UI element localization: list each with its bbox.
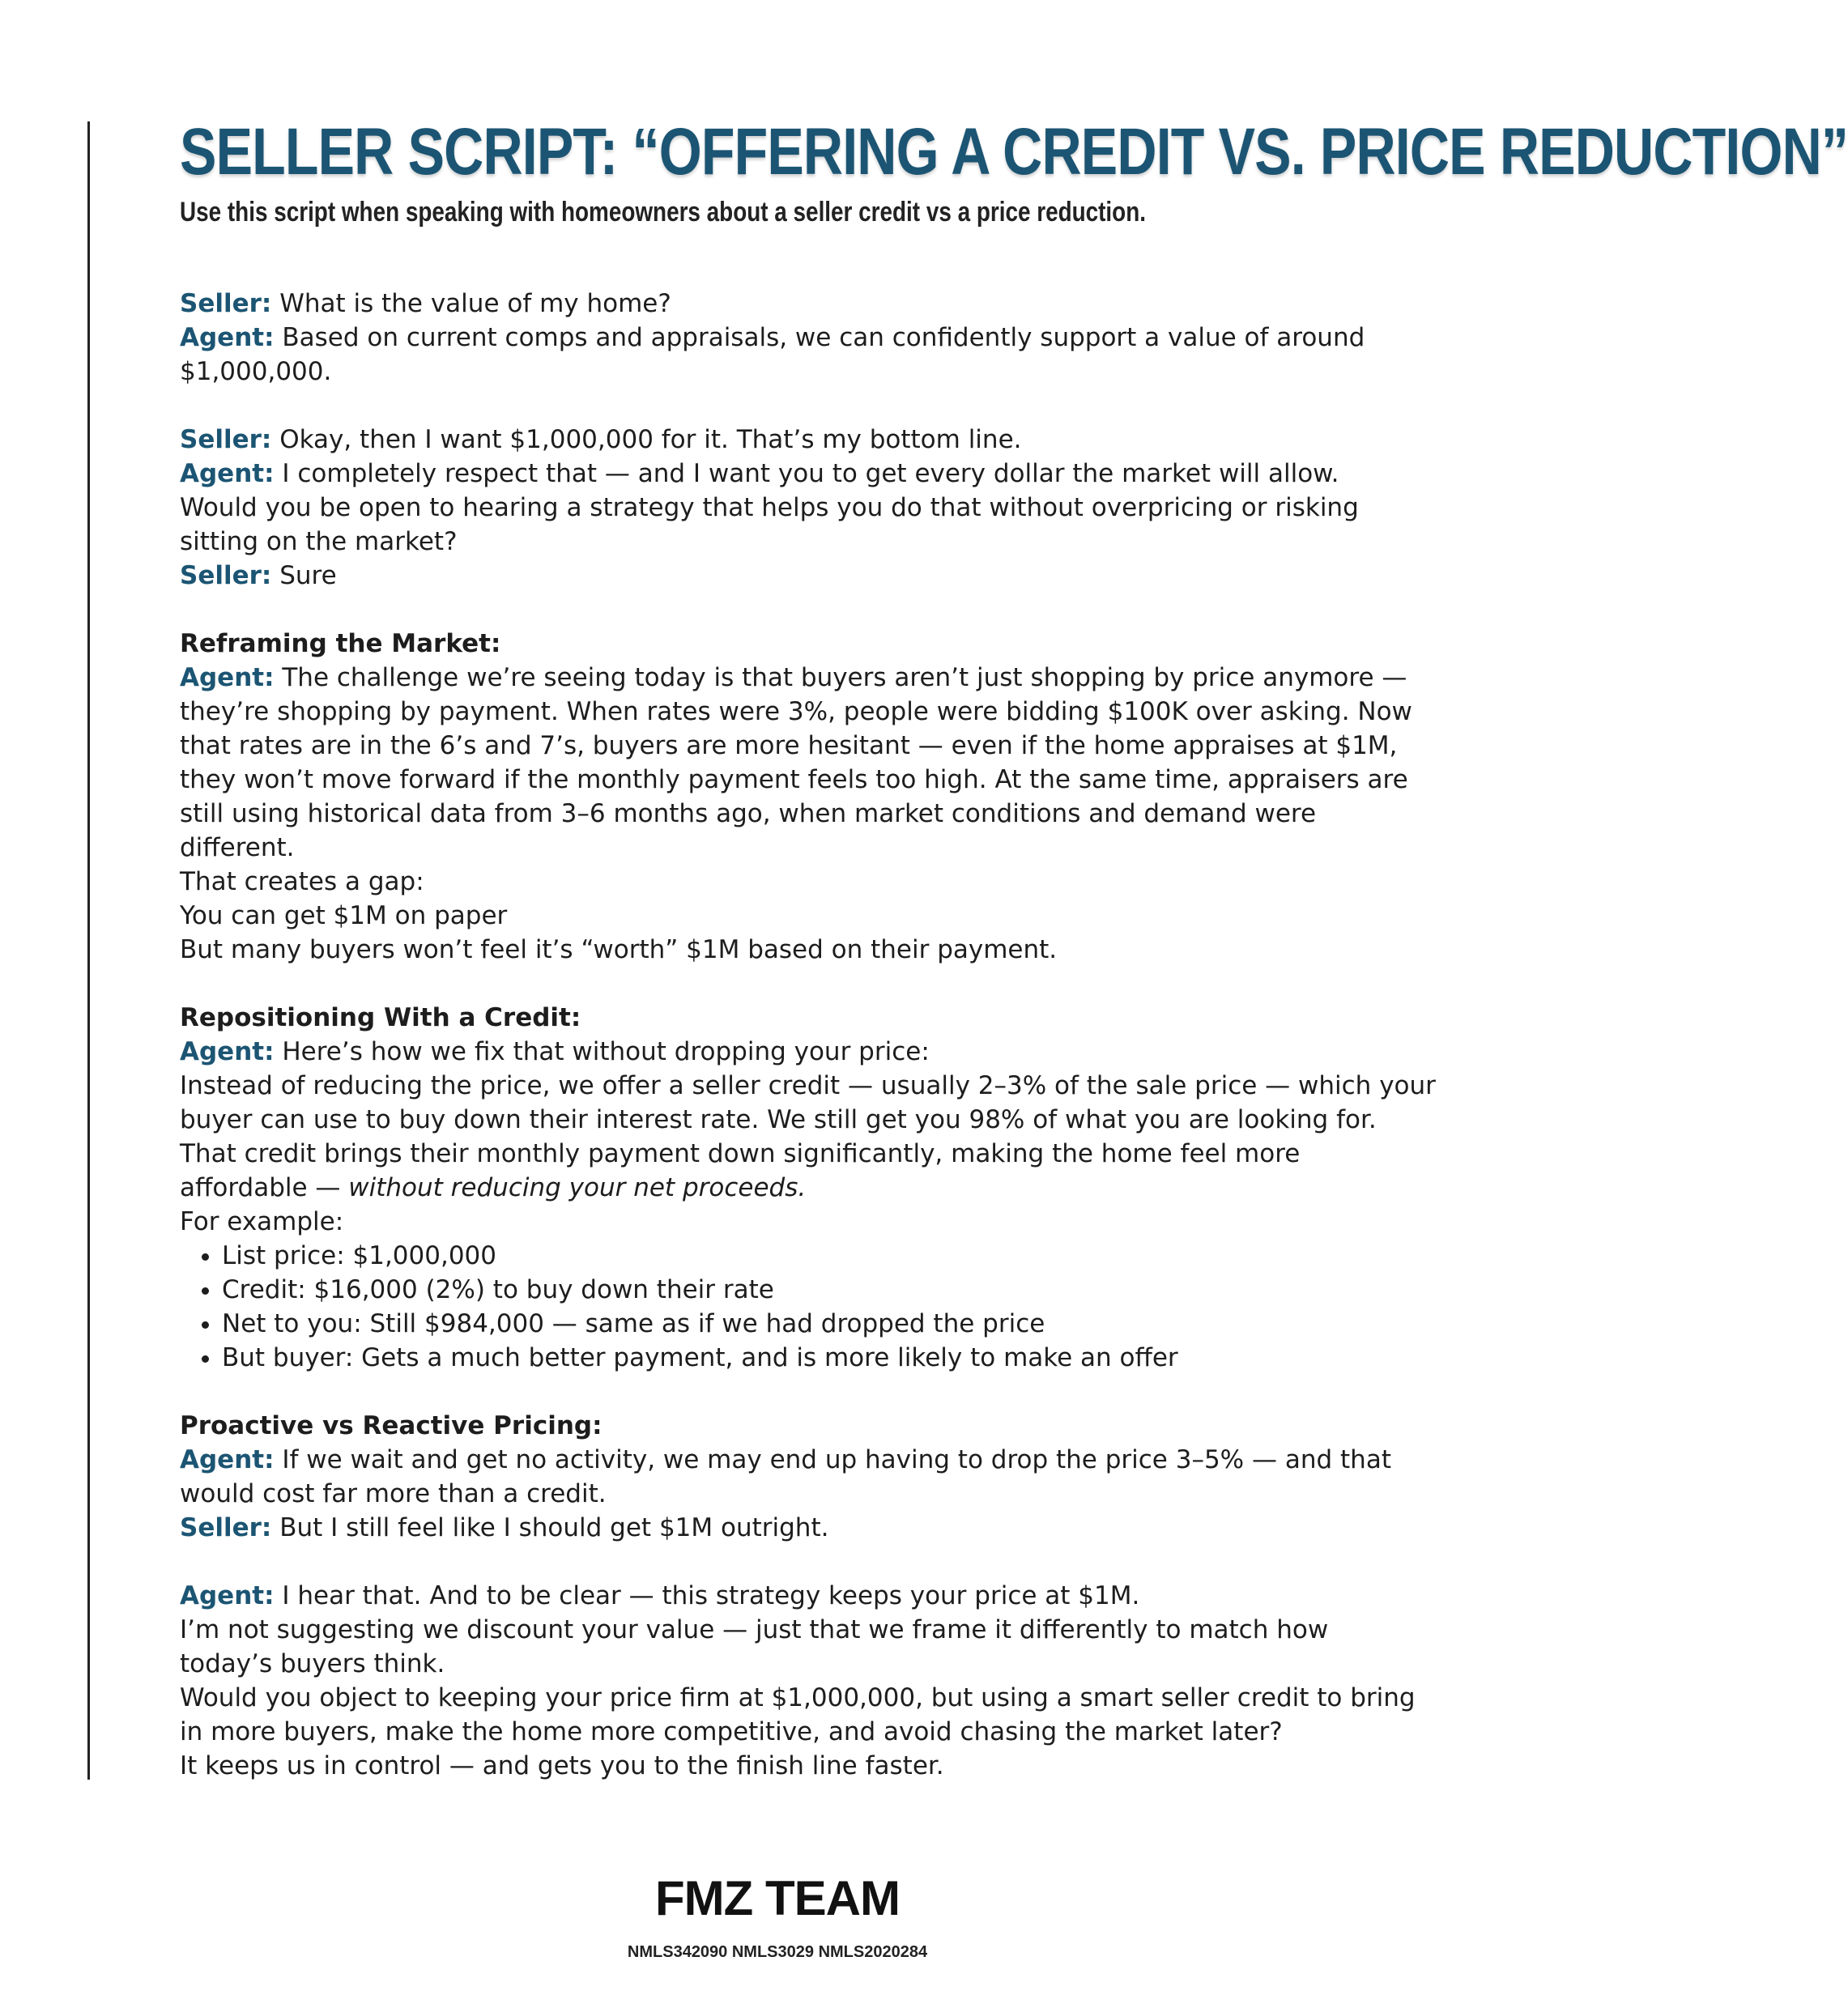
speaker-agent-label: Agent: [180,1581,275,1610]
dialogue-line [180,1511,1443,1545]
paragraph-line: that rates are in the 6’s and 7’s, buyers are more hesitant — even if the home appraises at $1M, [180,731,1398,760]
section-heading-reframing: Reframing the Market: [180,629,501,658]
agent-text: If we wait and get no activity, we may end up having to drop the price 3–5% — and that [282,1445,1391,1474]
speaker-agent-label: Agent: [180,1037,275,1066]
dialogue-line [180,559,1443,593]
paragraph-line: That creates a gap: [180,867,424,896]
paragraph-line: would cost far more than a credit. [180,1479,607,1508]
dialogue-line [180,423,1443,457]
agent-text: The challenge we’re seeing today is that buyers aren’t just shopping by price anymore — [282,663,1407,692]
seller-text: Okay, then I want $1,000,000 for it. That’s my bottom line. [279,425,1022,454]
dialogue-line [180,287,1443,321]
dialogue-line [180,1443,1443,1477]
list-item: • Credit: $16,000 (2%) to buy down their rate [222,1273,1443,1307]
spacer [180,1545,1443,1579]
paragraph-line: You can get $1M on paper [180,901,508,930]
speaker-agent-label: Agent: [180,323,275,352]
italic-emphasis: without reducing your net proceeds. [348,1173,807,1202]
speaker-seller-label: Seller: [180,289,272,318]
page-subtitle: Use this script when speaking with homeowners about a seller credit vs a price reduction. [180,197,1146,228]
paragraph-line: But many buyers won’t feel it’s “worth” $1M based on their payment. [180,935,1058,964]
list-item: • List price: $1,000,000 [222,1239,1443,1273]
paragraph-line: still using historical data from 3–6 months ago, when market conditions and demand were [180,799,1317,828]
speaker-seller-label: Seller: [180,425,272,454]
paragraph-line: For example: [180,1207,344,1236]
paragraph-line: buyer can use to buy down their interest rate. We still get you 98% of what you are looking for. [180,1105,1377,1134]
dialogue-line [180,661,1443,695]
agent-text: Based on current comps and appraisals, we can confidently support a value of around [282,323,1365,352]
paragraph-line: I’m not suggesting we discount your value — just that we frame it differently to match how [180,1615,1329,1644]
spacer [180,1375,1443,1409]
dialogue-line [180,457,1443,491]
left-vertical-rule [87,121,90,1780]
spacer [180,967,1443,1001]
script-body [180,287,1443,1783]
speaker-seller-label: Seller: [180,1513,272,1542]
paragraph-line: Instead of reducing the price, we offer a seller credit — usually 2–3% of the sale price — which your [180,1071,1436,1100]
agent-text: Here’s how we fix that without dropping your price: [282,1037,930,1066]
example-list [180,1239,1443,1375]
speaker-seller-label: Seller: [180,561,272,590]
brand-logo: FMZ TEAM [655,1871,900,1925]
dialogue-line [180,1579,1443,1613]
section-heading-repositioning: Repositioning With a Credit: [180,1003,581,1032]
page-title: SELLER SCRIPT: “OFFERING A CREDIT VS. PRICE REDUCTION” [180,115,1848,189]
speaker-agent-label: Agent: [180,1445,275,1474]
agent-text: I hear that. And to be clear — this strategy keeps your price at $1M. [282,1581,1140,1610]
dialogue-line: sitting on the market? [180,527,458,556]
agent-text: I completely respect that — and I want you to get every dollar the market will allow. [282,459,1339,488]
paragraph-line: different. [180,833,295,862]
seller-text: But I still feel like I should get $1M outright. [279,1513,829,1542]
paragraph-line: in more buyers, make the home more competitive, and avoid chasing the market later? [180,1717,1283,1746]
seller-text: What is the value of my home? [279,289,671,318]
speaker-agent-label: Agent: [180,459,275,488]
list-item: • Net to you: Still $984,000 — same as if we had dropped the price [222,1307,1443,1341]
paragraph-line: they’re shopping by payment. When rates were 3%, people were bidding $100K over asking. Now [180,697,1412,726]
dialogue-line [180,321,1443,355]
speaker-agent-label: Agent: [180,663,275,692]
dialogue-line: Would you be open to hearing a strategy that helps you do that without overpricing or risking [180,493,1359,522]
nmls-numbers: NMLS342090 NMLS3029 NMLS2020284 [627,1943,928,1961]
paragraph-line [180,1171,1443,1205]
paragraph-line: Would you object to keeping your price firm at $1,000,000, but using a smart seller credit to bring [180,1683,1416,1712]
section-heading-proactive: Proactive vs Reactive Pricing: [180,1411,603,1440]
paragraph-line: today’s buyers think. [180,1649,445,1678]
paragraph-line: That credit brings their monthly payment down significantly, making the home feel more [180,1139,1301,1168]
paragraph-line: they won’t move forward if the monthly payment feels too high. At the same time, appraisers are [180,765,1408,794]
dialogue-line: $1,000,000. [180,357,332,386]
list-item: • But buyer: Gets a much better payment, and is more likely to make an offer [222,1341,1443,1375]
seller-text: Sure [279,561,337,590]
script-document [180,113,1848,1783]
dialogue-line [180,1035,1443,1069]
plain-text: affordable — [180,1173,349,1202]
spacer [180,593,1443,627]
paragraph-line: It keeps us in control — and gets you to the finish line faster. [180,1751,944,1780]
spacer [180,389,1443,423]
